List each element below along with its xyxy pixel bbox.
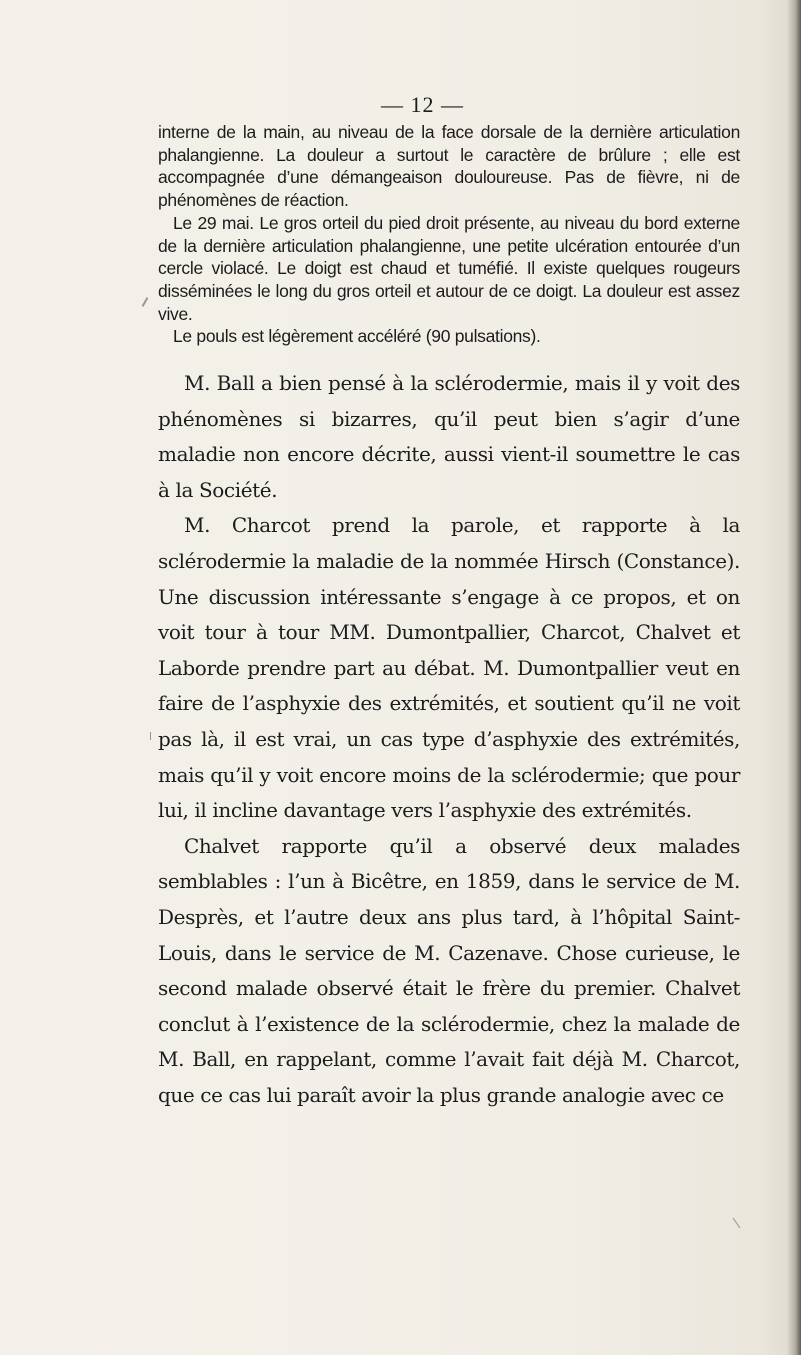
clinical-notes bbox=[158, 121, 740, 348]
notes-paragraph-2: Le 29 mai. Le gros orteil du pied droit présente, au niveau du bord externe de la dernière articulation phalangienne, une petite ulcération entourée d’un cercle violacé. Le doigt est chaud et tuméfié. Il existe quelques rougeurs disséminées le long du gros orteil et autour de ce doigt. La douleur est assez vive. bbox=[158, 212, 740, 324]
page-number: — 12 — bbox=[381, 92, 464, 117]
body-paragraph-1: M. Ball a bien pensé à la sclérodermie, mais il y voit des phénomènes si bizarres, qu’il peut bien s’agir d’une maladie non encore décrite, aussi vient-il soumettre le cas à la Société. bbox=[158, 371, 740, 502]
page-edge-shadow bbox=[787, 0, 801, 1355]
notes-paragraph-3: Le pouls est légèrement accéléré (90 pulsations). bbox=[173, 326, 541, 347]
body-paragraph-2: M. Charcot prend la parole, et rapporte à la sclérodermie la maladie de la nommée Hirsch (Constance). Une discussion intéressante s’engage à ce propos, et on voit tour à tour MM. Dumontpallier, Charcot, Chalvet et Laborde prendre part au débat. M. Dumontpallier veut en faire de l’asphyxie des extrémités, et soutient qu’il ne voit pas là, il est vrai, un cas type d’asphyxie des extrémités, mais qu’il y voit encore moins de la sclérodermie; que pour lui, il incline davantage vers l’asphyxie des extrémités. bbox=[158, 513, 740, 823]
notes-paragraph-1: interne de la main, au niveau de la face dorsale de la dernière articulation phalangienne. La douleur a surtout le caractère de brûlure ; elle est accompagnée d’une démangeaison douloureuse. Pas de fièvre, ni de phénomènes de réaction. bbox=[158, 122, 740, 211]
ink-speck bbox=[142, 297, 149, 307]
body-paragraph-3: Chalvet rapporte qu’il a observé deux malades semblables : l’un à Bicêtre, en 1859, dans le service de M. Desprès, et l’autre deux ans plus tard, à l’hôpital Saint-Louis, dans le service de M. Cazenave. Chose curieuse, le second malade observé était le frère du premier. Chalvet conclut à l’existence de la sclérodermie, chez la malade de M. Ball, en rappelant, comme l’avait fait déjà M. Charcot, que ce cas lui paraît avoir la plus grande analogie avec ce bbox=[158, 833, 740, 1107]
ink-speck bbox=[150, 732, 151, 740]
ink-speck bbox=[733, 1218, 741, 1228]
main-text bbox=[158, 366, 740, 1113]
